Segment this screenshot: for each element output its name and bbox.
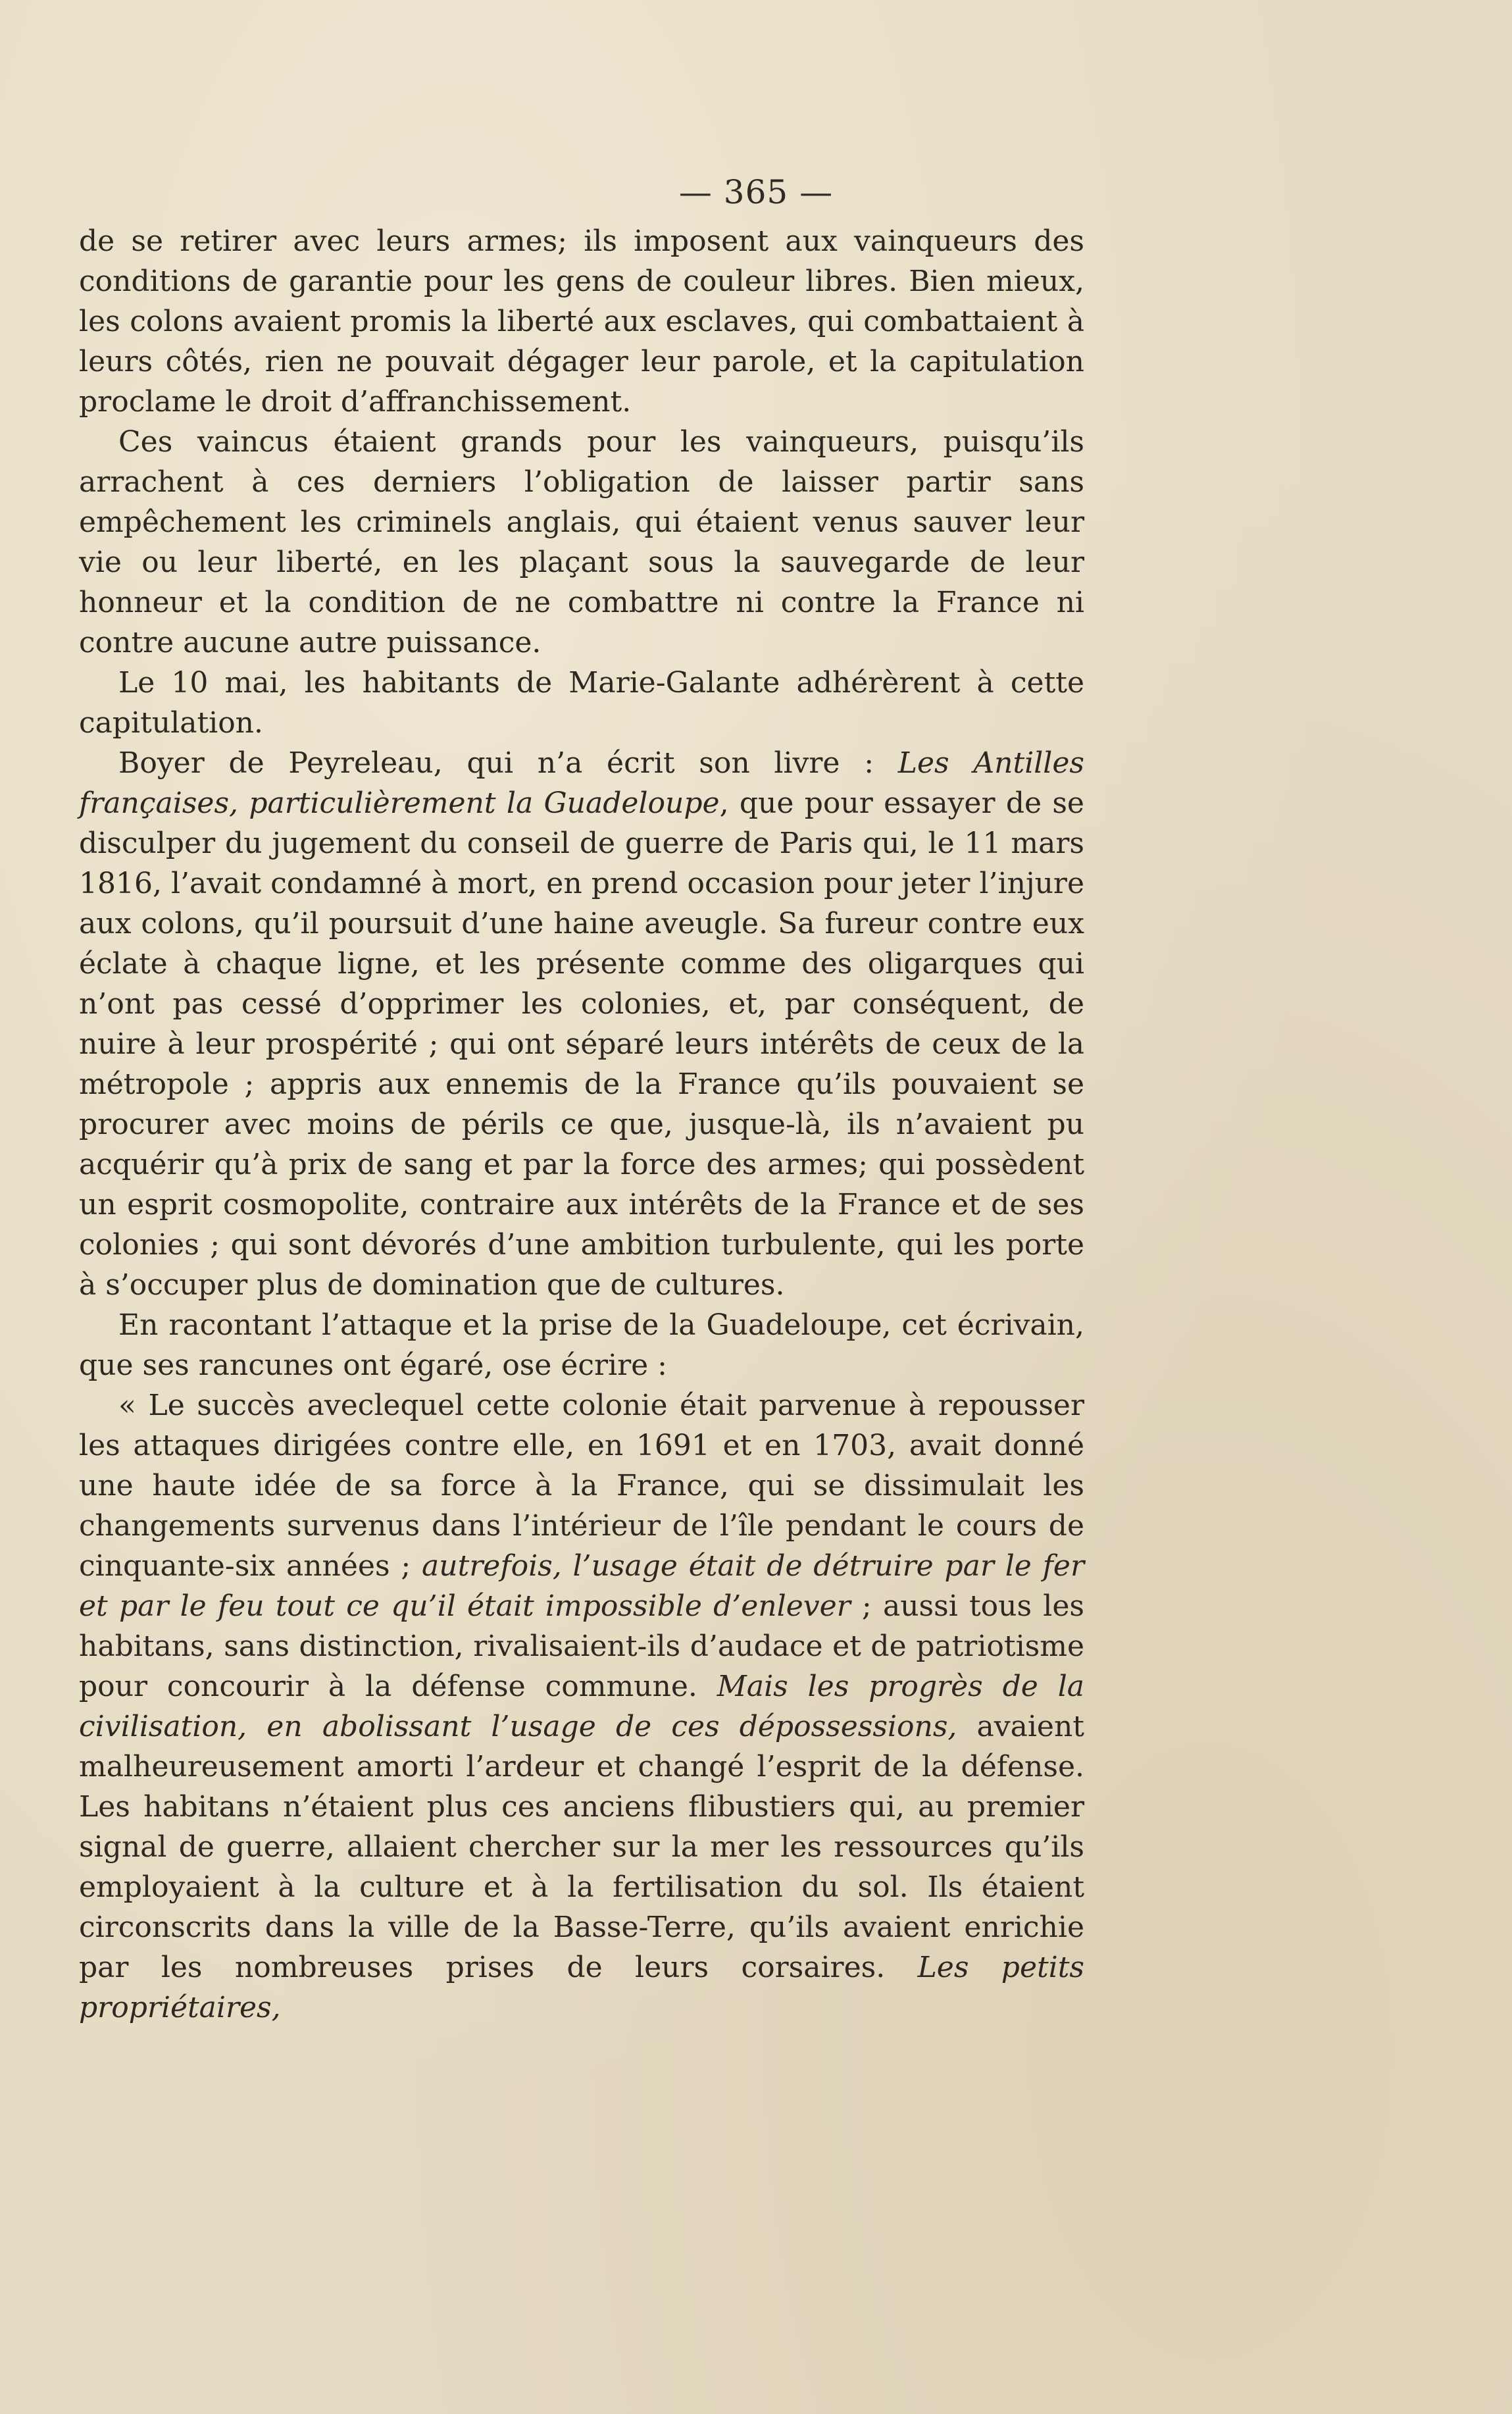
paragraph-4-body: , que pour essayer de se disculper du jugement du conseil de guerre de Paris qui, le 11 mars 1816, l’avait condamné à mort, en prend occasion pour jeter l’injure aux colons, qu’il poursuit d’une haine aveugle. Sa fureur contre eux éclate à chaque ligne, et les présente comme des oligarques qui n’ont pas cessé d’opprimer les colonies, et, par conséquent, de nuire à leur prospérité ; qui ont séparé leurs intérêts de ceux de la métropole ; appris aux ennemis de la France qu’ils pouvaient se procurer avec moins de périls ce que, jusque-là, ils n’avaient pu acquérir qu’à prix de sang et par la force des armes; qui possèdent un esprit cosmopolite, contraire aux intérêts de la France et de ses colonies ; qui sont dévorés d’une ambition turbulente, qui les porte à s’occuper plus de domination que de cultures. [79, 786, 1084, 1302]
quote-part-5: avaient malheureusement amorti l’ardeur et changé l’esprit de la défense. Les habitans n’étaient plus ces anciens flibustiers qui, au premier signal de guerre, allaient chercher sur la mer les ressources qu’ils employaient à la culture et à la fertilisation du sol. Ils étaient circonscrits dans la ville de la Basse-Terre, qu’ils avaient enrichie par les nombreuses prises de leurs corsaires. [79, 1710, 1084, 1984]
book-title: Les Antilles françaises, particulièrement la Guadeloupe [79, 746, 1084, 820]
paragraph-1: de se retirer avec leurs armes; ils imposent aux vainqueurs des conditions de garantie pour les gens de couleur libres. Bien mieux, les colons avaient promis la liberté aux esclaves, qui combattaient à leurs côtés, rien ne pouvait dégager leur parole, et la capitulation proclame le droit d’affranchissement. [79, 224, 1084, 419]
paragraph-5: En racontant l’attaque et la prise de la Guadeloupe, cet écrivain, que ses rancunes ont égaré, ose écrire : [79, 1308, 1084, 1382]
paragraph-4 [79, 743, 1084, 1305]
quote-part-1: Le succès aveclequel cette colonie était parvenue à repousser les attaques dirigées contre elle, en 1691 et en 1703, avait donné une haute idée de sa force à la France, qui se dissimulait les changements survenus dans l’intérieur de l’île pendant le cours de cinquante-six années ; [79, 1389, 1085, 1583]
quote-italic-3: Les petits propriétaires, [79, 1951, 1085, 2024]
body-text [79, 221, 1084, 2028]
quotation-paragraph [79, 1385, 1084, 2028]
quote-italic-1: autrefois, l’usage était de détruire par le fer et par le feu tout ce qu’il était impossible d’enlever [79, 1549, 1085, 1623]
quote-part-3: ; aussi tous les habitans, sans distinction, rivalisaient-ils d’audace et de patriotisme pour concourir à la défense commune. [79, 1589, 1084, 1703]
opening-quote-mark: « [118, 1389, 149, 1422]
page-number: — 365 — [678, 173, 834, 211]
paragraph-2: Ces vaincus étaient grands pour les vainqueurs, puisqu’ils arrachent à ces derniers l’obligation de laisser partir sans empêchement les criminels anglais, qui étaient venus sauver leur vie ou leur liberté, en les plaçant sous la sauvegarde de leur honneur et la condition de ne combattre ni contre la France ni contre aucune autre puissance. [79, 425, 1084, 659]
paragraph-3: Le 10 mai, les habitants de Marie-Galante adhérèrent à cette capitulation. [79, 666, 1084, 740]
paragraph-4-intro: Boyer de Peyreleau, qui n’a écrit son livre : [118, 746, 898, 780]
quote-italic-2: Mais les progrès de la civilisation, en abolissant l’usage de ces dépossessions, [79, 1670, 1085, 1743]
